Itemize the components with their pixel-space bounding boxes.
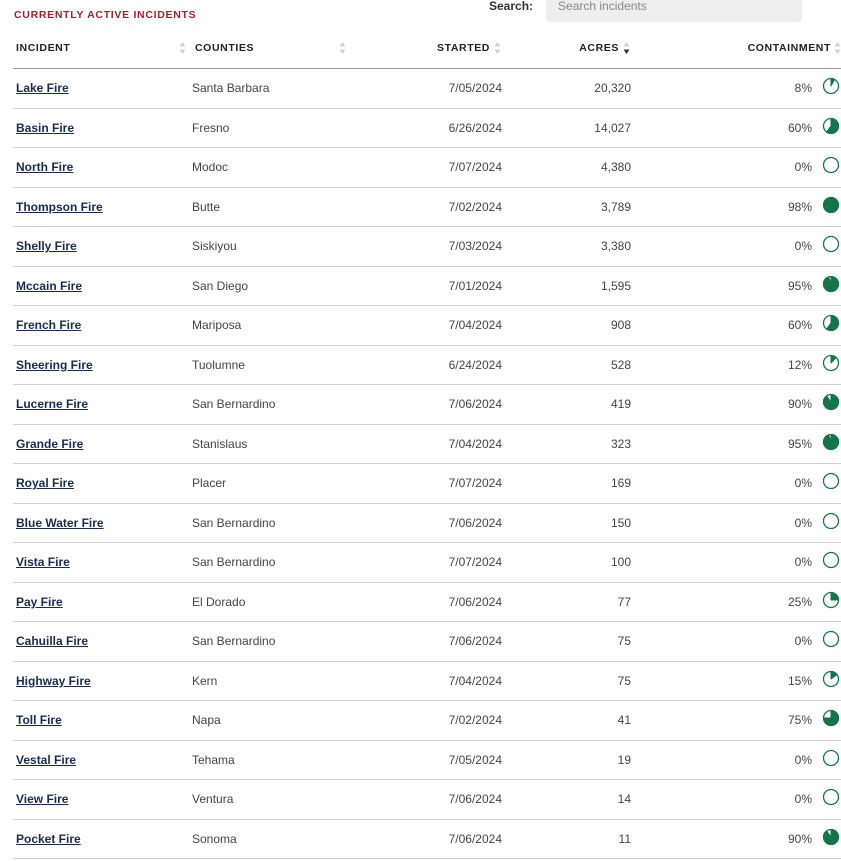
table-row [13, 424, 841, 464]
county-cell: Tehama [192, 740, 348, 780]
county-cell: Placer [192, 464, 348, 504]
incident-link[interactable]: Lucerne Fire [16, 397, 89, 412]
incident-cell [13, 108, 192, 148]
containment-cell [631, 819, 841, 859]
sort-both-icon [834, 41, 841, 55]
started-cell: 7/06/2024 [348, 503, 502, 543]
county-cell: Butte [192, 187, 348, 227]
county-cell: San Bernardino [192, 622, 348, 662]
started-cell: 6/24/2024 [348, 345, 502, 385]
incident-cell [13, 543, 192, 583]
containment-pie-icon [822, 196, 840, 214]
containment-cell [631, 148, 841, 188]
started-cell: 6/26/2024 [348, 108, 502, 148]
county-cell: Siskiyou [192, 227, 348, 267]
table-row [13, 503, 841, 543]
column-header-containment[interactable] [631, 27, 841, 69]
table-row [13, 148, 841, 188]
containment-cell [631, 69, 841, 109]
acres-cell: 11 [502, 819, 631, 859]
table-row [13, 582, 841, 622]
incident-cell [13, 345, 192, 385]
table-row [13, 464, 841, 504]
containment-pie-icon [822, 433, 840, 451]
county-cell: Kern [192, 661, 348, 701]
containment-cell [631, 464, 841, 504]
containment-pie-icon [822, 670, 840, 688]
incident-cell [13, 780, 192, 820]
incident-cell [13, 385, 192, 425]
containment-percent: 15% [787, 673, 812, 688]
column-header-counties[interactable] [192, 27, 348, 69]
containment-percent: 0% [794, 515, 812, 530]
incident-link[interactable]: Cahuilla Fire [16, 634, 89, 649]
table-row [13, 740, 841, 780]
table-row [13, 69, 841, 109]
incident-cell [13, 582, 192, 622]
containment-cell [631, 227, 841, 267]
containment-pie-icon [822, 749, 840, 767]
containment-percent: 0% [794, 634, 812, 649]
acres-cell: 100 [502, 543, 631, 583]
started-cell: 7/05/2024 [348, 69, 502, 109]
incident-link[interactable]: Royal Fire [16, 476, 75, 491]
county-cell: San Diego [192, 266, 348, 306]
started-cell: 7/06/2024 [348, 622, 502, 662]
table-row [13, 780, 841, 820]
containment-pie-icon [822, 235, 840, 253]
containment-percent: 0% [794, 160, 812, 175]
containment-percent: 0% [794, 239, 812, 254]
containment-pie-icon [822, 354, 840, 372]
county-cell: San Bernardino [192, 503, 348, 543]
section-title: CURRENTLY ACTIVE INCIDENTS [14, 9, 197, 21]
incident-link[interactable]: Blue Water Fire [16, 515, 104, 530]
incidents-table [13, 27, 841, 859]
containment-pie-icon [822, 77, 840, 95]
containment-percent: 90% [787, 397, 812, 412]
acres-cell: 908 [502, 306, 631, 346]
acres-cell: 3,789 [502, 187, 631, 227]
incident-link[interactable]: Thompson Fire [16, 199, 103, 214]
acres-cell: 4,380 [502, 148, 631, 188]
containment-pie-icon [822, 156, 840, 174]
county-cell: Sonoma [192, 819, 348, 859]
incident-cell [13, 227, 192, 267]
incident-link[interactable]: View Fire [16, 792, 69, 807]
incident-link[interactable]: Basin Fire [16, 120, 75, 135]
table-row [13, 819, 841, 859]
acres-cell: 20,320 [502, 69, 631, 109]
containment-cell [631, 266, 841, 306]
county-cell: Ventura [192, 780, 348, 820]
acres-cell: 528 [502, 345, 631, 385]
column-header-label: COUNTIES [195, 41, 255, 54]
incident-link[interactable]: Sheering Fire [16, 357, 93, 372]
acres-cell: 323 [502, 424, 631, 464]
acres-cell: 150 [502, 503, 631, 543]
incident-link[interactable]: Grande Fire [16, 436, 84, 451]
containment-cell [631, 385, 841, 425]
containment-percent: 95% [787, 436, 812, 451]
containment-pie-icon [822, 788, 840, 806]
county-cell: Mariposa [192, 306, 348, 346]
search-box [489, 0, 802, 22]
started-cell: 7/02/2024 [348, 187, 502, 227]
containment-cell [631, 701, 841, 741]
started-cell: 7/06/2024 [348, 582, 502, 622]
containment-cell [631, 582, 841, 622]
containment-pie-icon [822, 828, 840, 846]
search-label: Search: [489, 0, 534, 13]
containment-percent: 75% [787, 713, 812, 728]
sort-both-icon [179, 41, 186, 55]
containment-cell [631, 424, 841, 464]
incident-cell [13, 701, 192, 741]
column-header-incident[interactable] [13, 27, 192, 69]
containment-cell [631, 740, 841, 780]
started-cell: 7/01/2024 [348, 266, 502, 306]
containment-pie-icon [822, 591, 840, 609]
containment-percent: 60% [787, 318, 812, 333]
started-cell: 7/07/2024 [348, 464, 502, 504]
acres-cell: 1,595 [502, 266, 631, 306]
county-cell: Napa [192, 701, 348, 741]
table-header-row [13, 27, 841, 69]
incident-link[interactable]: Pocket Fire [16, 831, 81, 846]
table-row [13, 701, 841, 741]
started-cell: 7/02/2024 [348, 701, 502, 741]
containment-pie-icon [822, 393, 840, 411]
containment-cell [631, 345, 841, 385]
containment-percent: 95% [787, 278, 812, 293]
county-cell: Stanislaus [192, 424, 348, 464]
acres-cell: 14 [502, 780, 631, 820]
containment-cell [631, 108, 841, 148]
incident-link[interactable]: Mccain Fire [16, 278, 83, 293]
containment-pie-icon [822, 512, 840, 530]
incident-cell [13, 819, 192, 859]
started-cell: 7/07/2024 [348, 148, 502, 188]
containment-cell [631, 187, 841, 227]
incident-link[interactable]: Shelly Fire [16, 239, 77, 254]
started-cell: 7/07/2024 [348, 543, 502, 583]
county-cell: San Bernardino [192, 543, 348, 583]
incident-cell [13, 424, 192, 464]
started-cell: 7/03/2024 [348, 227, 502, 267]
containment-pie-icon [822, 630, 840, 648]
county-cell: Fresno [192, 108, 348, 148]
containment-percent: 0% [794, 476, 812, 491]
started-cell: 7/06/2024 [348, 780, 502, 820]
acres-cell: 77 [502, 582, 631, 622]
county-cell: Tuolumne [192, 345, 348, 385]
column-header-label: STARTED [436, 41, 490, 54]
incident-cell [13, 266, 192, 306]
incident-link[interactable]: French Fire [16, 318, 82, 333]
table-row [13, 266, 841, 306]
incident-link[interactable]: Highway Fire [16, 673, 91, 688]
incident-cell [13, 661, 192, 701]
started-cell: 7/04/2024 [348, 661, 502, 701]
table-row [13, 227, 841, 267]
acres-cell: 75 [502, 661, 631, 701]
containment-cell [631, 622, 841, 662]
incident-cell [13, 464, 192, 504]
column-header-label: INCIDENT [16, 41, 71, 54]
county-cell: Modoc [192, 148, 348, 188]
acres-cell: 14,027 [502, 108, 631, 148]
containment-cell [631, 780, 841, 820]
containment-pie-icon [822, 709, 840, 727]
incident-cell [13, 69, 192, 109]
search-input[interactable] [546, 0, 802, 22]
incident-cell [13, 503, 192, 543]
acres-cell: 75 [502, 622, 631, 662]
table-row [13, 385, 841, 425]
incident-cell [13, 740, 192, 780]
column-header-label: ACRES [579, 41, 619, 54]
containment-cell [631, 543, 841, 583]
incident-cell [13, 187, 192, 227]
acres-cell: 3,380 [502, 227, 631, 267]
county-cell: El Dorado [192, 582, 348, 622]
county-cell: San Bernardino [192, 385, 348, 425]
started-cell: 7/06/2024 [348, 385, 502, 425]
acres-cell: 41 [502, 701, 631, 741]
sort-both-icon [494, 41, 501, 55]
table-row [13, 108, 841, 148]
incident-link[interactable]: Lake Fire [16, 81, 69, 96]
containment-pie-icon [822, 551, 840, 569]
incident-cell [13, 148, 192, 188]
table-row [13, 661, 841, 701]
containment-percent: 90% [787, 831, 812, 846]
containment-cell [631, 306, 841, 346]
table-row [13, 187, 841, 227]
incident-link[interactable]: Vestal Fire [16, 752, 77, 767]
incident-link[interactable]: North Fire [16, 160, 74, 175]
containment-percent: 12% [787, 357, 812, 372]
column-header-label: CONTAINMENT [747, 41, 831, 54]
incident-cell [13, 306, 192, 346]
acres-cell: 169 [502, 464, 631, 504]
sort-descending-icon [623, 41, 630, 55]
containment-pie-icon [822, 314, 840, 332]
containment-percent: 8% [794, 81, 812, 96]
table-row [13, 306, 841, 346]
column-header-acres[interactable] [502, 27, 631, 69]
acres-cell: 419 [502, 385, 631, 425]
containment-cell [631, 503, 841, 543]
incident-link[interactable]: Toll Fire [16, 713, 62, 728]
containment-percent: 98% [787, 199, 812, 214]
table-row [13, 345, 841, 385]
containment-pie-icon [822, 275, 840, 293]
table-row [13, 622, 841, 662]
started-cell: 7/05/2024 [348, 740, 502, 780]
county-cell: Santa Barbara [192, 69, 348, 109]
containment-pie-icon [822, 117, 840, 135]
containment-percent: 60% [787, 120, 812, 135]
acres-cell: 19 [502, 740, 631, 780]
started-cell: 7/04/2024 [348, 424, 502, 464]
column-header-started[interactable] [348, 27, 502, 69]
table-row [13, 543, 841, 583]
sort-both-icon [339, 41, 346, 55]
containment-pie-icon [822, 472, 840, 490]
started-cell: 7/06/2024 [348, 819, 502, 859]
table-body [13, 69, 841, 859]
containment-cell [631, 661, 841, 701]
incident-link[interactable]: Vista Fire [16, 555, 70, 570]
started-cell: 7/04/2024 [348, 306, 502, 346]
incident-link[interactable]: Pay Fire [16, 594, 63, 609]
incident-cell [13, 622, 192, 662]
containment-percent: 0% [794, 752, 812, 767]
containment-percent: 0% [794, 555, 812, 570]
containment-percent: 0% [794, 792, 812, 807]
containment-percent: 25% [787, 594, 812, 609]
